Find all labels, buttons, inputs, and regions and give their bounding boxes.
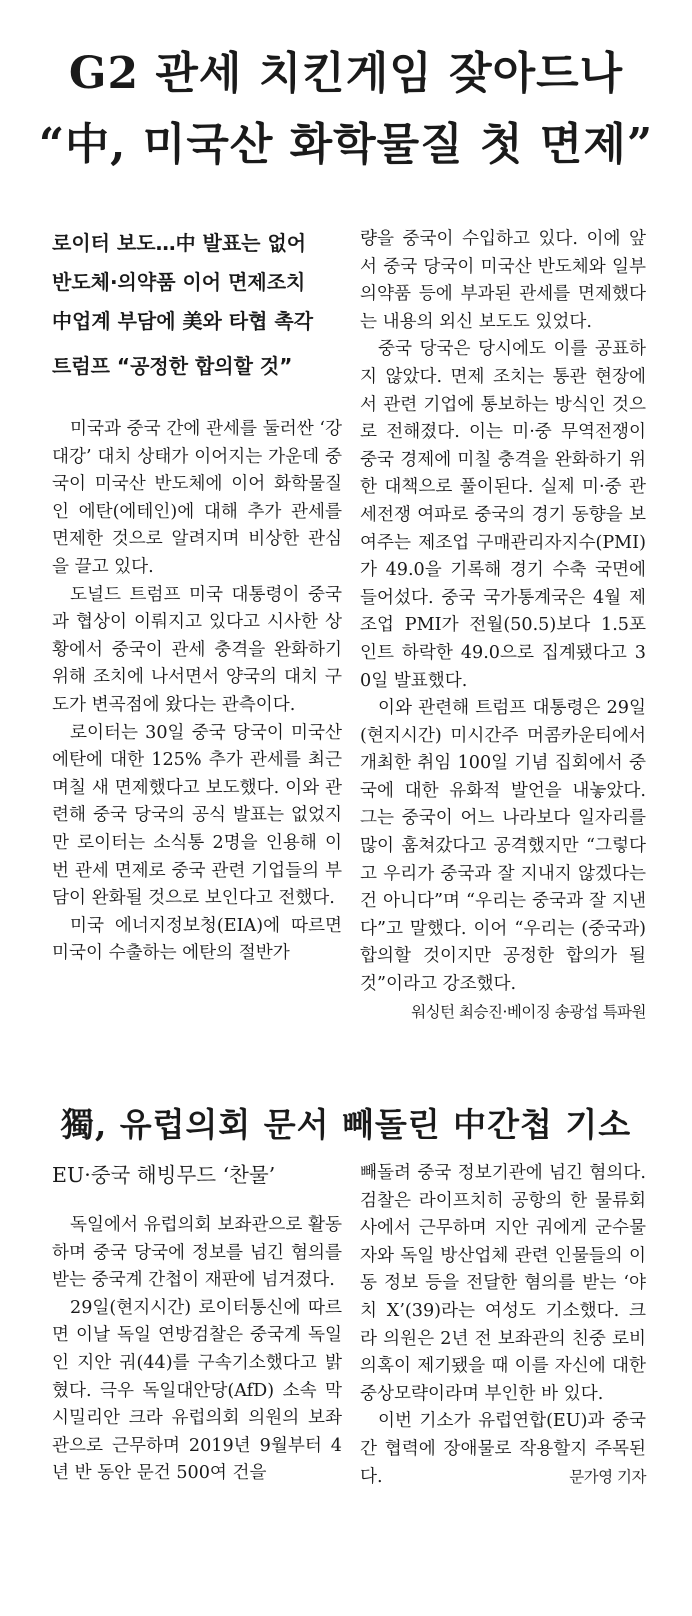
article1-paragraph-text: 이와 관련해 트럼프 대통령은 29일(현지시간) 미시간주 머콤카운티에서 개최한 취임 100일 기념 집회에서 중국에 대한 유화적 발언을 내놓았다. 그는 중국이 어느 나라보다 일자리를 많이 훔쳐갔다고 공격했지만 “그렇다고 우리가 중국과 잘 지내지 않겠다는 건 아니다”며 “우리는 중국과 잘 지낸다”고 말했다. 이어 “우리는 (중국과) 합의할 것이지만 공정한 합의가 될 것”이라고 강조했다. [360, 698, 646, 995]
article1-headline-line1: G2 관세 치킨게임 잦아드나 [68, 48, 624, 99]
article1-subhead-1: 로이터 보도…中 발표는 없어 [52, 231, 307, 255]
article1-headline-line2: “中, 미국산 화학물질 첫 면제” [38, 119, 654, 170]
article1-paragraph: 미국 에너지정보청(EIA)에 따르면 미국이 수출하는 에탄의 절반가 [52, 915, 342, 964]
article1-paragraph: 미국과 중국 간에 관세를 둘러싼 ‘강대강’ 대치 상태가 이어지는 가운데 중국이 미국산 반도체에 이어 화학물질인 에탄(에테인)에 대해 추가 관세를 면제한 것으로 알려지며 비상한 관심을 끌고 있다. [52, 419, 342, 577]
article2-right-column [360, 1160, 646, 1491]
article2-subhead: EU·중국 해빙무드 ‘찬물’ [52, 1163, 276, 1187]
article1-paragraph [360, 695, 646, 1021]
article1-subheads [52, 224, 342, 386]
article1-subhead-4: 트럼프 “공정한 합의할 것” [52, 354, 293, 378]
article1-right-column [360, 226, 646, 1026]
article2-left-column [52, 1160, 342, 1488]
article1-paragraph: 도널드 트럼프 미국 대통령이 중국과 협상이 이뤄지고 있다고 시사한 상황에서 중국이 관세 충격을 완화하기 위해 조치에 나서면서 양국의 대치 구도가 변곡점에 왔다는 관측이다. [52, 584, 342, 715]
article2-paragraph: 독일에서 유럽의회 보좌관으로 활동하며 중국 당국에 정보를 넘긴 혐의를 받는 중국계 간첩이 재판에 넘겨졌다. [52, 1215, 342, 1291]
article2-paragraph-text: 이번 기소가 유럽연합(EU)과 중국 간 협력에 장애물로 작용할지 주목된다. [360, 1411, 646, 1487]
article1-subhead-2: 반도체·의약품 이어 면제조치 [52, 270, 306, 294]
article2-paragraph: 29일(현지시간) 로이터통신에 따르면 이날 독일 연방검찰은 중국계 독일인 지안 궈(44)를 구속기소했다고 밝혔다. 극우 독일대안당(AfD) 소속 막시밀리안 크라 유럽의회 의원의 보좌관으로 근무하며 2019년 9월부터 4년 반 동안 문건 500여 건을 [52, 1297, 342, 1484]
article2-paragraph [360, 1408, 646, 1491]
article2-byline: 문가영 기자 [569, 1467, 646, 1486]
article1-byline: 워싱턴 최승진·베이징 송광섭 특파원 [411, 1002, 646, 1021]
article1-paragraph: 중국 당국은 당시에도 이를 공표하지 않았다. 면제 조치는 통관 현장에서 관련 기업에 통보하는 방식인 것으로 전해졌다. 이는 미·중 무역전쟁이 중국 경제에 미칠 충격을 완화하기 위한 대책으로 풀이된다. 실제 미·중 관세전쟁 여파로 중국의 경기 동향을 보여주는 제조업 구매관리자지수(PMI)가 49.0을 기록해 경기 수축 국면에 들어섰다. 중국 국가통계국은 4월 제조업 PMI가 전월(50.5)보다 1.5포인트 하락한 49.0으로 집계됐다고 30일 발표했다. [360, 339, 646, 691]
article1-paragraph: 량을 중국이 수입하고 있다. 이에 앞서 중국 당국이 미국산 반도체와 일부 의약품 등에 부과된 관세를 면제했다는 내용의 외신 보도도 있었다. [360, 229, 646, 332]
article2-paragraph: 빼돌려 중국 정보기관에 넘긴 혐의다. 검찰은 라이프치히 공항의 한 물류회사에서 근무하며 지안 궈에게 군수물자와 독일 방산업체 관련 인물들의 이동 정보 등을 전달한 혐의를 받는 ‘야치 X’(39)라는 여성도 기소했다. 크라 의원은 2년 전 보좌관의 친중 로비 의혹이 제기됐을 때 이를 자신에 대한 중상모략이라며 부인한 바 있다. [360, 1163, 646, 1404]
article1-paragraph: 로이터는 30일 중국 당국이 미국산 에탄에 대한 125% 추가 관세를 최근 며칠 새 면제했다고 보도했다. 이와 관련해 중국 당국의 공식 발표는 없었지만 로이터는 소식통 2명을 인용해 이번 관세 면제로 중국 관련 기업들의 부담이 완화될 것으로 보인다고 전했다. [52, 722, 342, 909]
article1-left-column [52, 224, 342, 968]
article2-headline: 獨, 유럽의회 문서 빼돌린 中간첩 기소 [60, 1105, 632, 1144]
article1-subhead-3: 中업계 부담에 美와 타협 촉각 [52, 309, 314, 333]
